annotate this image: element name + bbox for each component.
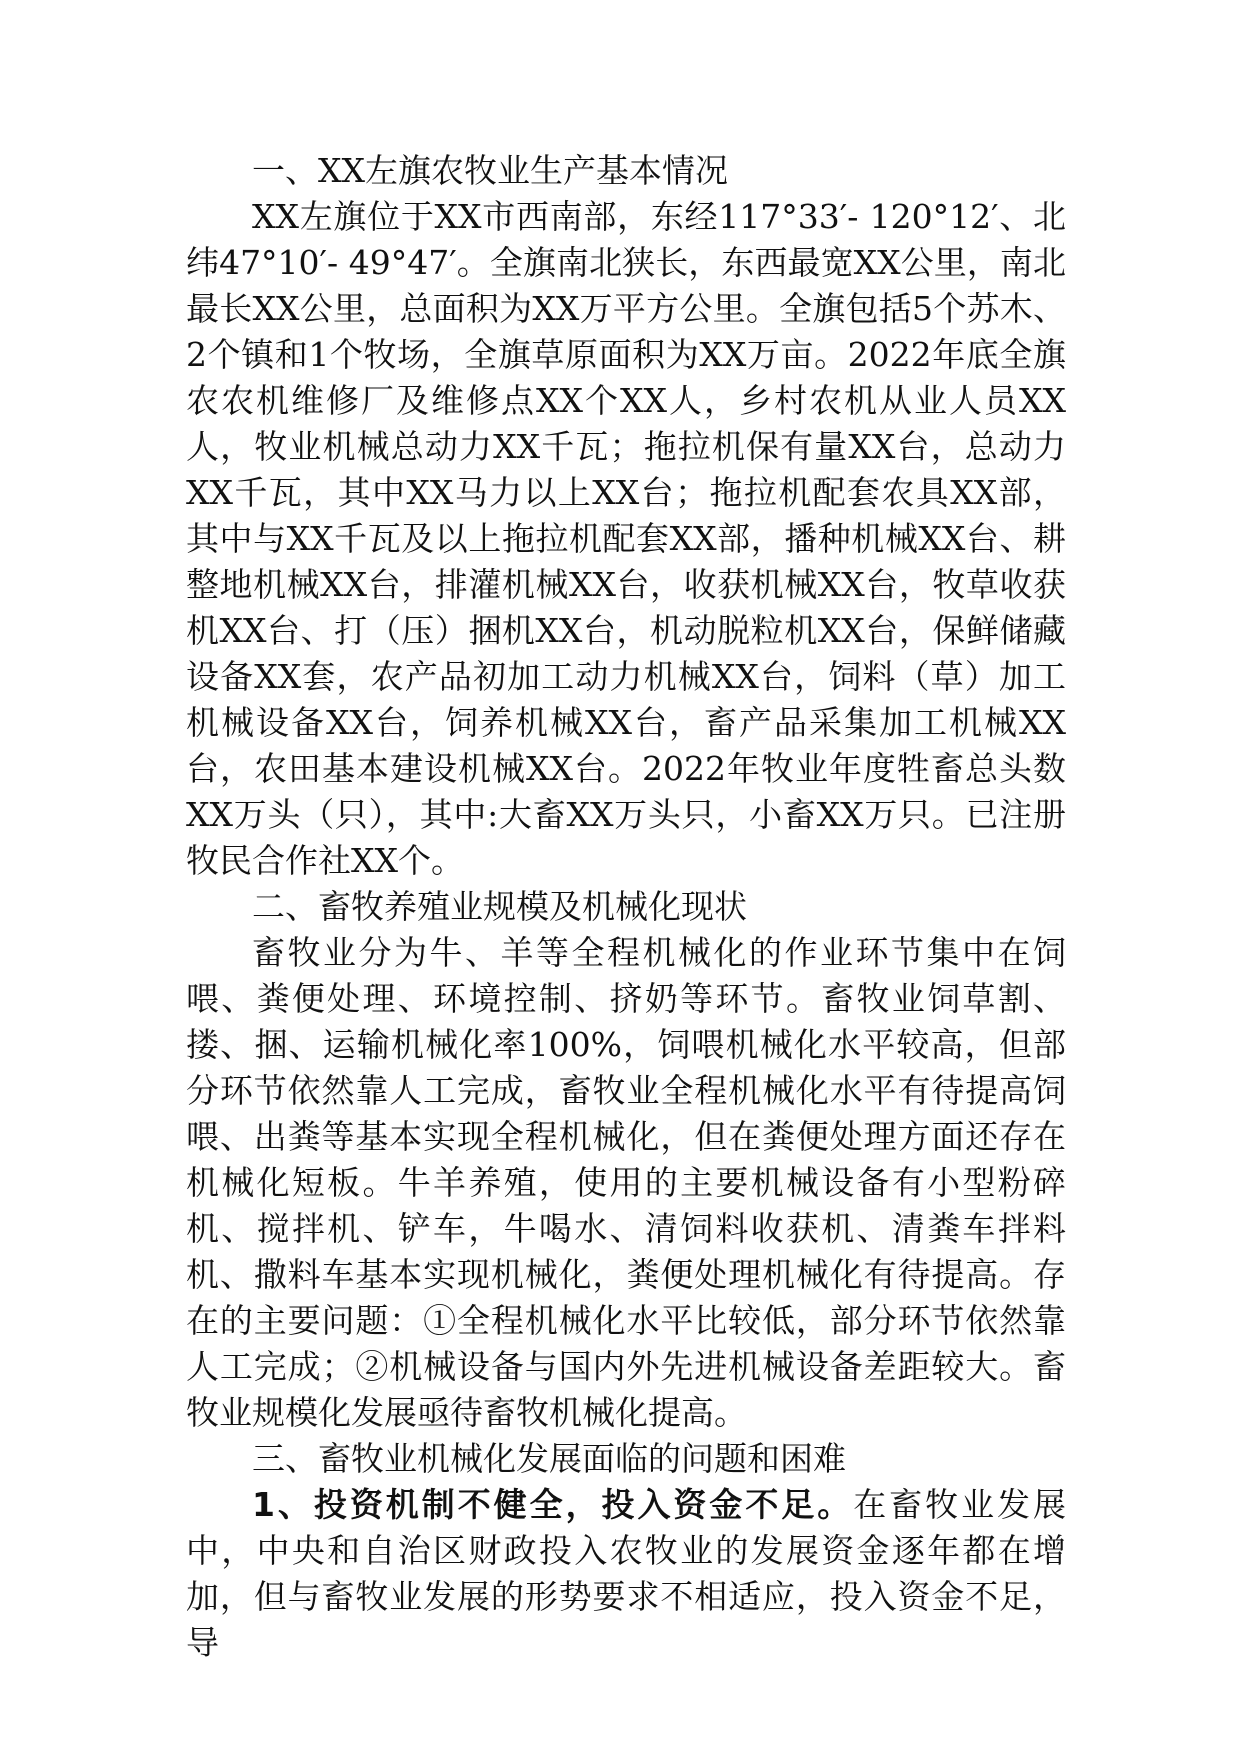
section1-paragraph: XX左旗位于XX市西南部，东经117°33′- 120°12′、北纬47°10′- 49°47′。全旗南北狭长，东西最宽XX公里，南北最长XX公里，总面积为XX万平方公里。全旗包括5个苏木、2个镇和1个牧场，全旗草原面积为XX万亩。2022年底全旗农农机维修厂及维修点XX个XX人，乡村农机从业人员XX人，牧业机械总动力XX千瓦；拖拉机保有量XX台，总动力XX千瓦，其中XX马力以上XX台；拖拉机配套农具XX部，其中与XX千瓦及以上拖拉机配套XX部，播种机械XX台、耕整地机械XX台，排灌机械XX台，收获机械XX台，牧草收获机XX台、打（压）捆机XX台，机动脱粒机XX台，保鲜储藏设备XX套，农产品初加工动力机械XX台，饲料（草）加工机械设备XX台，饲养机械XX台，畜产品采集加工机械XX台，农田基本建设机械XX台。2022年牧业年度牲畜总头数XX万头（只），其中:大畜XX万头只，小畜XX万只。已注册牧民合作社XX个。 — [186, 197, 1066, 880]
section1-heading: 一、XX左旗农牧业生产基本情况 — [252, 151, 728, 190]
item1-text: 在畜牧业发展中，中央和自治区财政投入农牧业的发展资金逐年都在增加，但与畜牧业发展的形势要求不相适应，投入资金不足，导 — [186, 1485, 1066, 1662]
document-page — [186, 148, 1066, 1666]
section3-heading: 三、畜牧业机械化发展面临的问题和困难 — [252, 1439, 846, 1478]
section3-item1 — [186, 1482, 1066, 1666]
section2-paragraph: 畜牧业分为牛、羊等全程机械化的作业环节集中在饲喂、粪便处理、环境控制、挤奶等环节。畜牧业饲草割、搂、捆、运输机械化率100%，饲喂机械化水平较高，但部分环节依然靠人工完成，畜牧业全程机械化水平有待提高饲喂、出粪等基本实现全程机械化，但在粪便处理方面还存在机械化短板。牛羊养殖，使用的主要机械设备有小型粉碎机、搅拌机、铲车，牛喝水、清饲料收获机、清粪车拌料机、撒料车基本实现机械化，粪便处理机械化有待提高。存在的主要问题：①全程机械化水平比较低，部分环节依然靠人工完成；②机械设备与国内外先进机械设备差距较大。畜牧业规模化发展亟待畜牧机械化提高。 — [186, 933, 1066, 1432]
item1-lead: 1、投资机制不健全，投入资金不足。 — [252, 1485, 854, 1524]
section2-heading: 二、畜牧养殖业规模及机械化现状 — [252, 887, 747, 926]
